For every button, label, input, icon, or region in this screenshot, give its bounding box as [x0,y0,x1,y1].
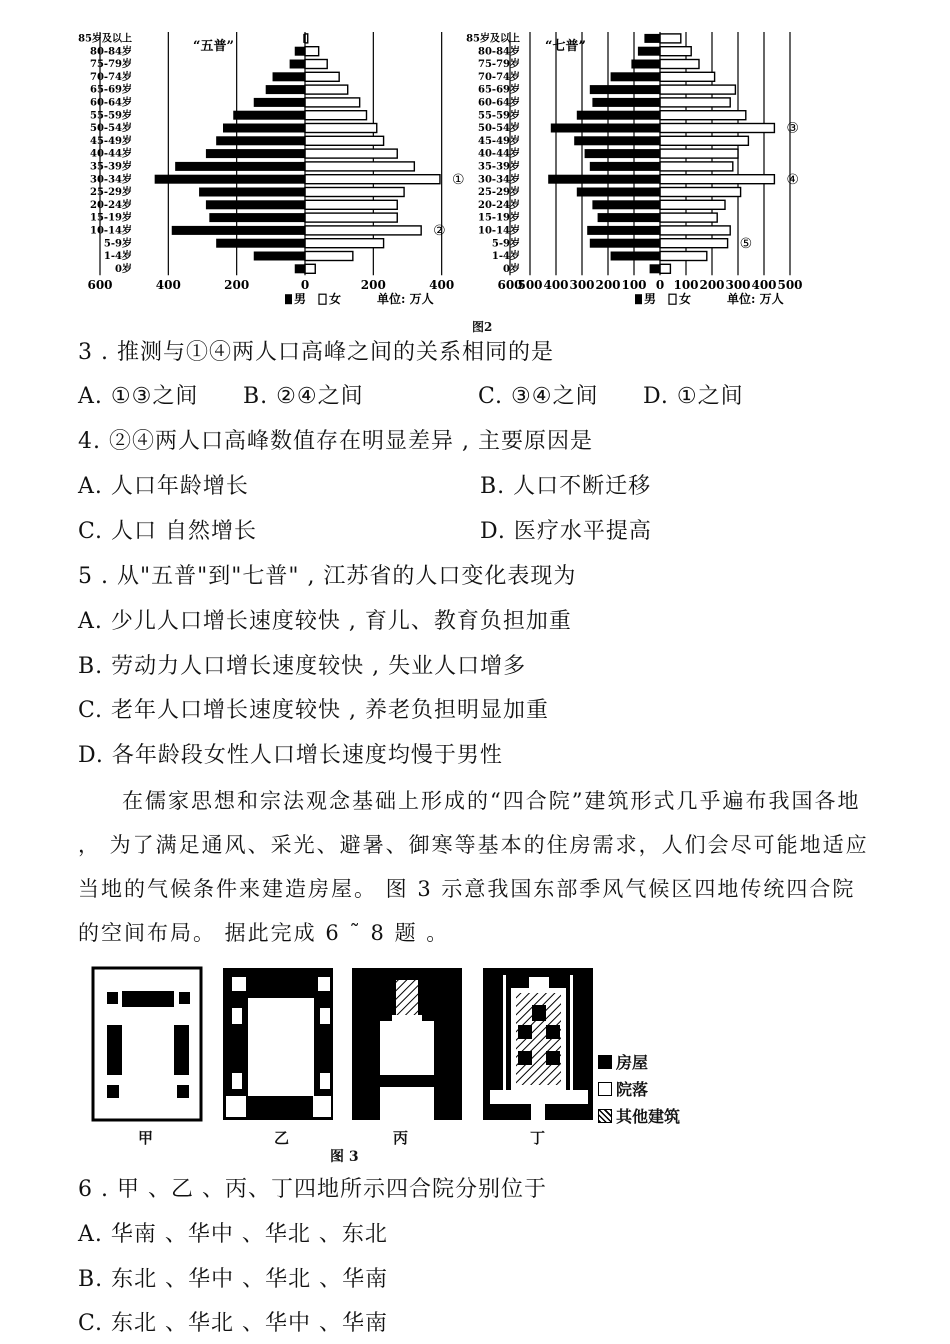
tick-label: 200 [224,278,250,293]
courtyard-ding [483,968,593,1120]
age-label: 75-79岁 [90,59,132,71]
female-bar [305,149,397,158]
tick-label: 600 [87,278,113,293]
legend-female-label: 女 [679,292,692,307]
age-label: 30-34岁 [478,174,520,186]
tick-label: 500 [777,278,803,293]
male-bar [223,124,305,133]
female-bar [660,252,707,261]
female-bar [660,149,738,158]
age-label: 65-69岁 [478,84,520,96]
male-bar [644,34,660,43]
pyramid-chart-wupu [78,28,523,310]
tick-label: 400 [543,278,569,293]
male-bar [233,111,305,120]
age-label: 25-29岁 [478,187,520,199]
male-bar [585,149,660,158]
female-bar [305,72,339,81]
peak-marker: ③ [786,120,799,137]
pyramid-title: “七普” [545,39,586,54]
female-bar [305,124,377,133]
age-label: 0岁 [115,263,132,275]
tick-label: 400 [155,278,181,293]
male-bar [155,175,305,184]
q3-option-a[interactable]: A. ①③之间 [78,384,199,409]
age-label: 45-49岁 [478,135,520,147]
age-label: 40-44岁 [90,148,132,160]
passage-line-3: 当地的气候条件来建造房屋。 图 3 示意我国东部季风气候区四地传统四合院 [78,877,856,901]
age-label: 20-24岁 [90,199,132,211]
male-bar [266,85,305,94]
female-bar [305,226,421,235]
tick-label: 400 [751,278,777,293]
pyramid-chart-qipu [445,28,815,310]
legend-courtyard-label: 院落 [616,1080,649,1099]
age-label: 75-79岁 [478,59,520,71]
male-bar [631,60,660,69]
female-bar [305,98,360,107]
female-bar [305,111,367,120]
courtyard-label-ding: 丁 [530,1129,546,1147]
female-bar [660,264,670,273]
legend-male-label: 男 [644,292,657,307]
q6-option-b[interactable]: B. 东北 、华中 、华北 、华南 [78,1267,389,1292]
female-bar [305,264,315,273]
age-label: 65-69岁 [90,84,132,96]
female-bar [660,213,717,222]
male-bar [590,85,660,94]
age-label: 80-84岁 [90,46,132,58]
unit-label: 单位: 万人 [377,292,434,307]
age-label: 15-19岁 [478,212,520,224]
male-bar [199,188,305,197]
age-label: 40-44岁 [478,148,520,160]
female-bar [660,60,699,69]
male-bar [650,264,660,273]
legend-male-label: 男 [294,292,307,307]
male-bar [172,226,305,235]
house-swatch-icon [598,1055,612,1069]
legend-other [598,1104,680,1127]
age-label: 5-9岁 [103,238,132,250]
male-bar [587,226,660,235]
peak-marker: ② [433,223,446,239]
q3-option-c[interactable]: C. ③④之间 [478,384,599,409]
age-label: 20-24岁 [478,199,520,211]
male-bar [577,111,660,120]
age-label: 60-64岁 [478,97,520,109]
courtyard-yi [223,968,333,1120]
age-label: 55-59岁 [90,110,132,122]
passage-line-4: 的空间布局。 据此完成 6 ˜ 8 题 。 [78,921,450,945]
age-label: 85岁及以上 [78,33,132,45]
tick-label: 500 [517,278,543,293]
courtyard-label-bing: 丙 [393,1129,409,1147]
female-bar [305,200,397,209]
tick-label: 0 [300,278,310,293]
age-label: 10-14岁 [90,225,132,237]
female-bar [660,226,730,235]
male-bar [290,60,305,69]
female-bar [660,85,735,94]
male-bar [216,239,305,248]
male-bar [590,162,660,171]
courtyard-jia [93,968,201,1120]
q4-option-d[interactable]: D. 医疗水平提高 [480,519,652,544]
female-bar [660,239,728,248]
male-bar [577,188,660,197]
legend-courtyard [598,1077,648,1100]
q5-option-d[interactable]: D. 各年龄段女性人口增长速度均慢于男性 [78,743,503,768]
tick-label: 100 [621,278,647,293]
tick-label: 400 [429,278,455,293]
legend-house [598,1050,648,1073]
female-bar [660,72,715,81]
courtyard-label-jia: 甲 [138,1129,154,1147]
male-bar [273,72,305,81]
age-label: 30-34岁 [90,174,132,186]
male-bar [590,239,660,248]
age-label: 25-29岁 [90,187,132,199]
age-label: 70-74岁 [90,71,132,83]
q3-option-d[interactable]: D. ①之间 [643,384,744,409]
legend-male-swatch [635,294,642,304]
q5-stem: 5 . 从"五普"到"七普" , 江苏省的人口变化表现为 [78,564,577,589]
female-bar [660,47,691,56]
male-bar [206,149,305,158]
female-bar [660,111,746,120]
age-label: 50-54岁 [478,123,520,135]
female-bar [305,162,414,171]
age-label: 5-9岁 [491,238,520,250]
q4-stem: 4. ②④两人口高峰数值存在明显差异 , 主要原因是 [78,429,593,454]
q4-option-c[interactable]: C. 人口 自然增长 [78,519,258,544]
female-bar [305,252,353,261]
q6-option-a[interactable]: A. 华南 、华中 、华北 、东北 [78,1222,388,1247]
passage-line-1: 在儒家思想和宗法观念基础上形成的“四合院”建筑形式几乎遍布我国各地 [122,789,861,813]
figure2-caption: 图2 [472,320,493,334]
q4-option-b[interactable]: B. 人口不断迁移 [480,474,652,499]
female-bar [660,175,774,184]
female-bar [660,162,733,171]
pyramid-svg-qipu [445,28,815,310]
courtyard-label-yi: 乙 [274,1129,290,1147]
passage-line-2: ， 为了满足通风、采光、避暑、御寒等基本的住房需求，人们会尽可能地适应 [78,833,869,857]
legend-female-label: 女 [329,292,342,307]
tick-label: 100 [673,278,699,293]
male-bar [216,136,305,145]
male-bar [295,264,305,273]
q5-option-b[interactable]: B. 劳动力人口增长速度较快 , 失业人口增多 [78,654,527,679]
female-bar [660,200,725,209]
legend-other-label: 其他建筑 [616,1107,681,1126]
courtyard-bing [352,968,462,1120]
female-bar [305,213,397,222]
age-label: 15-19岁 [90,212,132,224]
tick-label: 200 [595,278,621,293]
age-label: 10-14岁 [478,225,520,237]
age-label: 55-59岁 [478,110,520,122]
tick-label: 200 [360,278,386,293]
male-bar [206,200,305,209]
female-bar [660,98,730,107]
male-bar [209,213,305,222]
tick-label: 0 [655,278,665,293]
male-bar [592,200,660,209]
female-bar [660,136,748,145]
q5-option-c[interactable]: C. 老年人口增长速度较快 , 养老负担明显加重 [78,698,550,723]
legend-male-swatch [285,294,292,304]
q3-stem: 3 . 推测与①④两人口高峰之间的关系相同的是 [78,340,554,365]
q4-option-a[interactable]: A. 人口年龄增长 [78,474,249,499]
age-label: 1-4岁 [103,251,132,263]
male-bar [548,175,660,184]
female-bar [660,34,681,43]
tick-label: 300 [569,278,595,293]
male-bar [574,136,660,145]
female-bar [660,188,741,197]
pyramid-title: “五普” [193,39,234,54]
male-bar [175,162,305,171]
age-label: 80-84岁 [478,46,520,58]
male-bar [611,72,660,81]
male-bar [598,213,660,222]
q6-option-c[interactable]: C. 东北 、华北 、华中 、华南 [78,1311,389,1336]
peak-marker: ④ [786,171,799,188]
age-label: 35-39岁 [478,161,520,173]
figure3-caption: 图 3 [330,1149,359,1165]
age-label: 60-64岁 [90,97,132,109]
q3-option-b[interactable]: B. ②④之间 [243,384,364,409]
tick-label: 200 [699,278,725,293]
female-bar [305,60,327,69]
legend-female-swatch [319,294,326,304]
female-bar [305,85,348,94]
female-bar [305,175,440,184]
tick-label: 300 [725,278,751,293]
male-bar [611,252,660,261]
age-label: 35-39岁 [90,161,132,173]
courtyard-swatch-icon [598,1082,612,1096]
pyramid-svg-wupu [78,28,523,310]
male-bar [638,47,660,56]
q5-option-a[interactable]: A. 少儿人口增长速度较快 , 育儿、教育负担加重 [78,609,572,634]
age-label: 1-4岁 [491,251,520,263]
unit-label: 单位: 万人 [727,292,784,307]
age-label: 45-49岁 [90,135,132,147]
female-bar [305,136,384,145]
female-bar [660,124,774,133]
other-building-swatch-icon [598,1109,612,1123]
tick-label: 600 [497,278,523,293]
female-bar [305,239,384,248]
age-label: 70-74岁 [478,71,520,83]
q6-stem: 6 . 甲 、乙 、丙、丁四地所示四合院分别位于 [78,1177,547,1202]
peak-marker: ⑤ [739,235,753,252]
age-label: 0岁 [503,263,520,275]
legend-female-swatch [669,294,676,304]
peak-marker: ① [451,171,465,188]
age-label: 85岁及以上 [466,33,520,45]
male-bar [254,98,305,107]
legend-house-label: 房屋 [616,1053,649,1072]
female-bar [305,47,319,56]
male-bar [551,124,660,133]
male-bar [295,47,305,56]
female-bar [305,188,404,197]
age-label: 50-54岁 [90,123,132,135]
male-bar [592,98,660,107]
male-bar [254,252,305,261]
